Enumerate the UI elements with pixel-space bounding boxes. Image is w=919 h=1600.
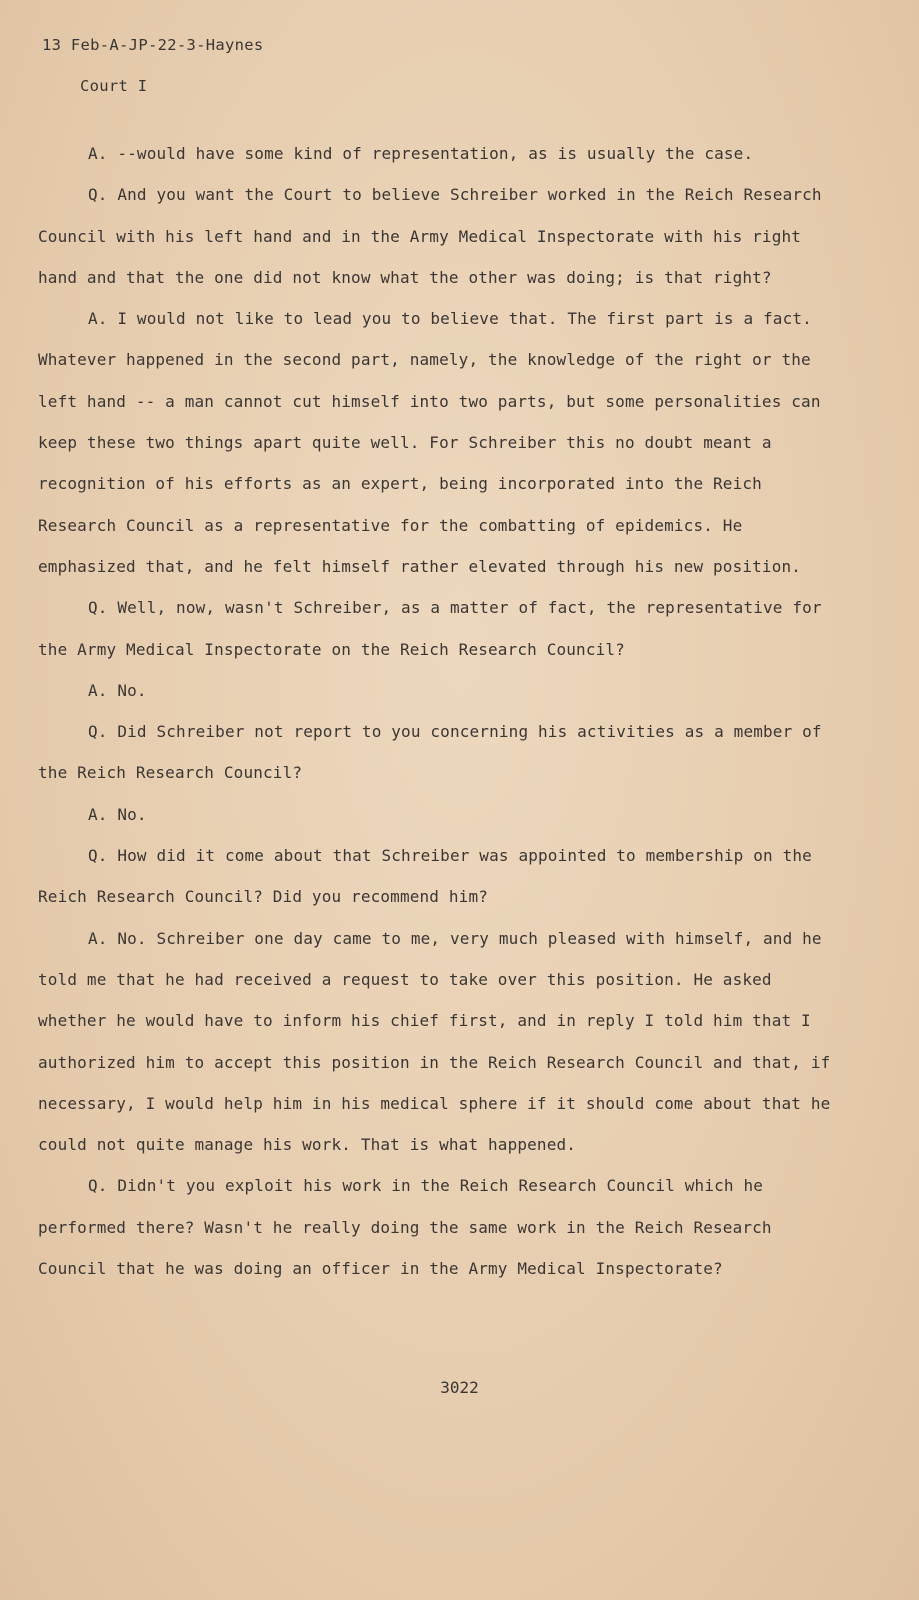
- transcript-paragraph: Q. How did it come about that Schreiber was appointed to membership on the Reich Research Council? Did you recommend him?: [38, 846, 812, 907]
- transcript-paragraph: Q. And you want the Court to believe Schreiber worked in the Reich Research Council with his left hand and in the Army Medical Inspectorate with his right hand and that the one did not know what the other was doing; is that right?: [38, 185, 822, 287]
- transcript-paragraph: A. No.: [88, 680, 147, 700]
- page-number: 3022: [440, 1378, 479, 1397]
- transcript-paragraph: A. No.: [88, 804, 147, 824]
- transcript-paragraph: A. I would not like to lead you to believe that. The first part is a fact. Whatever happened in the second part, namely, the knowledge of the right or the left hand -- a man cannot cut himself into two parts, but some personalities can keep these two things apart quite well. For Schreiber this no doubt meant a recognition of his efforts as an expert, being incorporated into the Reich Research Council as a representative for the combatting of epidemics. He emphasized that, and he felt himself rather elevated through his new position.: [38, 309, 821, 576]
- transcript-paragraph: Q. Well, now, wasn't Schreiber, as a matter of fact, the representative for the Army Medical Inspectorate on the Reich Research Council?: [38, 598, 822, 659]
- transcript-body: [38, 133, 838, 1289]
- transcript-paragraph: A. --would have some kind of representation, as is usually the case.: [88, 144, 754, 163]
- document-reference: 13 Feb-A-JP-22-3-Haynes: [42, 36, 264, 54]
- transcript-paragraph: Q. Didn't you exploit his work in the Reich Research Council which he performed there? Wasn't he really doing the same work in the Reich Research Council that he was doing an officer in the Army Medical Inspectorate?: [38, 1176, 772, 1279]
- court-label: Court I: [80, 77, 148, 95]
- transcript-paragraph: Q. Did Schreiber not report to you concerning his activities as a member of the Reich Research Council?: [38, 722, 822, 783]
- transcript-paragraph: A. No. Schreiber one day came to me, very much pleased with himself, and he told me that he had received a request to take over this position. He asked whether he would have to inform his chief first, and in reply I told him that I authorized him to accept this position in the Reich Research Council and that, if necessary, I would help him in his medical sphere if it should come about that he could not quite manage his work. That is what happened.: [38, 928, 831, 1155]
